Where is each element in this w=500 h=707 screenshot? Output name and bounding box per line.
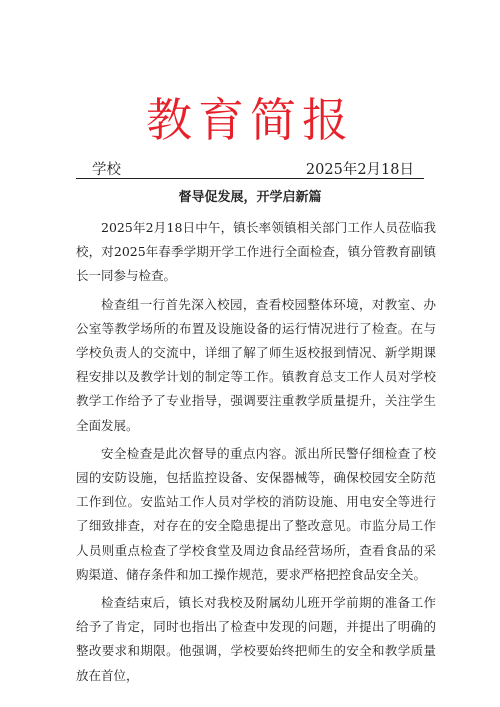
issuer-label: 学校 [92, 162, 121, 178]
article-headline: 督导促发展，开学启新篇 [178, 190, 322, 205]
paragraph: 检查组一行首先深入校园，查看校园整体环境，对教室、办公室等教学场所的布置及设施设备的运行情况进行了检查。在与学校负责人的交流中，详细了解了师生返校报到情况、新学期课程安排以及教学计划的制定等工作。镇教育总支工作人员对学校教学工作给予了专业指导，强调要注重教学质量提升，关注学生全面发展。 [76, 296, 436, 433]
paragraph: 检查结束后，镇长对我校及附属幼儿班开学前期的准备工作给予了肯定，同时也指出了检查中发现的问题，并提出了明确的整改要求和期限。他强调，学校要始终把师生的安全和教学质量放在首位， [76, 595, 436, 683]
header-divider [76, 178, 424, 179]
masthead-title: 教育简报 [146, 93, 354, 147]
article-body [76, 216, 436, 692]
meta-row [92, 158, 414, 178]
paragraph: 2025年2月18日中午，镇长率领镇相关部门工作人员莅临我校，对2025年春季学期开学工作进行全面检查，镇分管教育副镇长一同参与检查。 [76, 220, 436, 284]
paragraph: 安全检查是此次督导的重点内容。派出所民警仔细检查了校园的安防设施，包括监控设备、安保器械等，确保校园安全防范工作到位。安监站工作人员对学校的消防设施、用电安全等进行了细致排查，对存在的安全隐患提出了整改意见。市监分局工作人员则重点检查了学校食堂及周边食品经营场所，查看食品的采购渠道、储存条件和加工操作规范，要求严格把控食品安全关。 [76, 445, 436, 582]
issue-date: 2025年2月18日 [305, 162, 414, 178]
